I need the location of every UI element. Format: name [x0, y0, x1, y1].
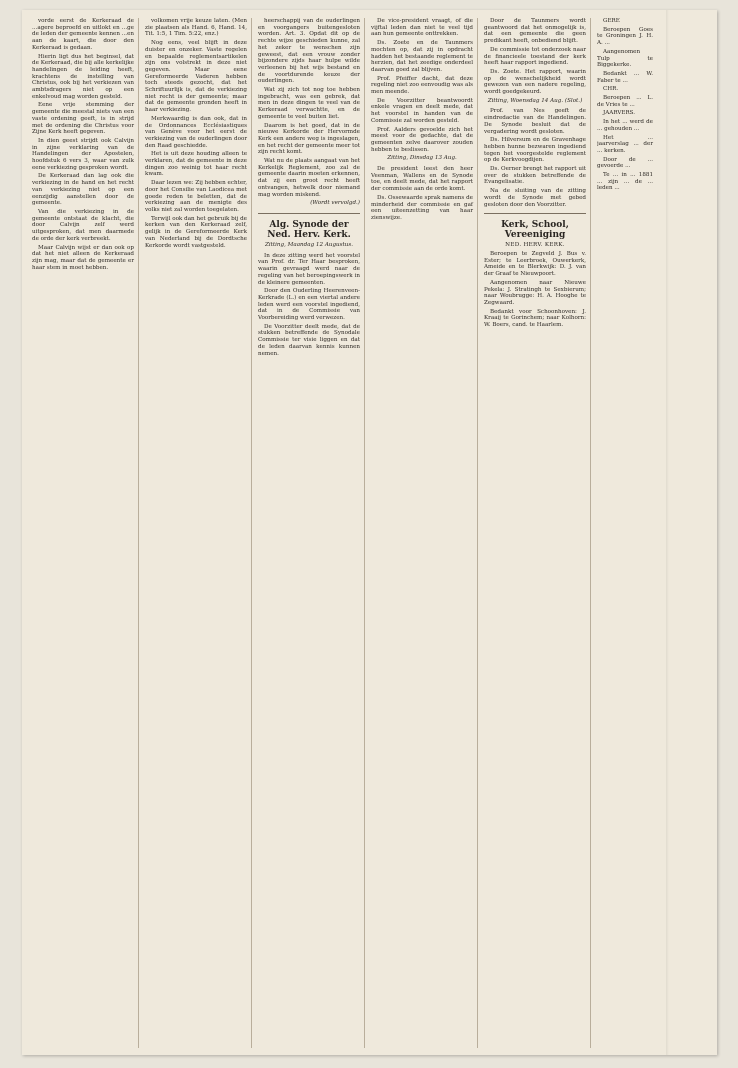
paragraph: Van die verkiezing in de gemeente ontstaat de klacht, die door Calvijn zelf werd uitgesproken, dat men daarmede de orde der kerk verbreekt. — [32, 208, 134, 242]
paragraph: CHR. — [603, 86, 619, 93]
paragraph: In deze zitting werd het voorstel van Prof. dr. Ter Haar besproken, waarin gevraagd werd naar de regeling van het beroepingswerk in de kleinere gemeenten. — [258, 252, 360, 286]
paragraph: Beroepen te Zegveld J. Bus v. Ester; te Leerbroek, Ouwerkerk, Ameide en te Blerkwijk: D. J. van der Graaf te Nieuwpoort. — [484, 250, 586, 278]
paragraph: De Voorzitter deelt mede, dat de stukken betreffende de Synodale Commissie ter visie liggen en dat de leden daarvan kennis kunnen nemen. — [258, 323, 360, 357]
paragraph: Aangenomen Tulp te Biggekerke. — [597, 48, 653, 69]
session-date: Zitting, Dinsdag 13 Aug. — [387, 155, 457, 162]
paragraph: Nog eens, veel blijft in deze duister en onzeker. Vaste regelen en bepaalde reglementsartikelen zijn ons volstrekt in deze niet gegeven. Maar eene Gereformeerde Vaderen hebben toch steeds gezocht, dat het Schriftuurlijk is, dat de verkiezing niet recht is der gemeente; maar dat de gemeente gronden heeft in haar verkiezing. — [145, 40, 247, 114]
paragraph: Door de ... gevoerde ... — [597, 156, 653, 170]
paragraph: Door den Ouderling Heerenveen-Kerkrade (L.) en een viertal andere leden werd een voorstel ingediend, dat in de Commissie van Voorbereiding werd verwezen. — [258, 288, 360, 322]
session-date: Zitting, Woensdag 14 Aug. (Slot.) — [487, 97, 583, 104]
subsection-title: NED. HERV. KERK. — [505, 242, 565, 249]
session-date: Zitting, Maandag 12 Augustus. — [264, 241, 354, 248]
paragraph: Ds. Hilversum en de Gravenhage hebben hunne bezwaren ingediend tegen het voorgestelde reglement op de Kerkvoogdijen. — [484, 137, 586, 164]
column-4 — [371, 18, 478, 1048]
paragraph: Maar Calvijn wijst er dan ook op dat het niet alleen de Kerkeraad zijn mag, maar dat de gemeente er haar stem in moet hebben. — [32, 244, 134, 271]
paragraph: Prof. Aalders gevoelde zich het meest voor de gedachte, dat de gemeenten zelve daarover zouden hebben te beslissen. — [371, 126, 473, 153]
paragraph: Bedankt ... W. Faber te ... — [597, 70, 653, 84]
paragraph: Het is uit deze houding alleen te verklaren, dat de gemeente in deze dingen zoo weinig tot haar recht kwam. — [145, 151, 247, 178]
paragraph: In dien geest strijdt ook Calvijn in zijne verklaring van de Handelingen der Apostelen, hoofdstuk 6 vers 3, waar van zulk eene verkiezing gesproken wordt. — [32, 137, 134, 171]
paragraph: Terwijl ook dan het gebruik bij de kerken van den Kerkeraad zelf, gelijk in de Gereformeerde Kerk van Nederland bij de Dordtsche Kerkorde wordt vastgesteld. — [145, 215, 247, 249]
column-1 — [32, 18, 139, 1048]
paragraph: Beroepen ... L. de Vries te ... — [597, 95, 653, 108]
paragraph: Het ... jaarverslag ... der ... kerken. — [597, 134, 653, 154]
column-5 — [484, 18, 591, 1048]
continuation-note: (Wordt vervolgd.) — [310, 200, 360, 207]
paragraph: Na de sluiting van de zitting wordt de Synode met gebed gesloten door den Voorzitter. — [484, 188, 586, 208]
paragraph: Beroepen Goes te Groningen J. H. A. ... — [597, 26, 653, 47]
paragraph: Prof. van Nes geeft de eindredactie van de Handelingen. De Synode besluit dat de vergadering wordt gesloten. — [484, 108, 586, 135]
paragraph: Wat zij zich tot nog toe hebben ingebracht, was een gebrek, dat men in deze dingen te veel van de Kerkeraad verwachtte, en de gemeente te veel buiten liet. — [258, 87, 360, 120]
column-3 — [258, 18, 365, 1048]
paragraph: heerschappij van de ouderlingen en voorgangers buitengesloten worden. Art. 3. Opdat dit op de rechte wijze geschieden kunne, zal het zeker te wenschen zijn geweest, dat een vrouw zonder bijzondere zijds haar hulpe wilde verleenen bij het wijs bestand en de voortdurende keuze der ouderlingen. — [258, 18, 360, 85]
paragraph: vorde eerst de Kerkeraad de ...agere beproefd en uitlokt en ...ge de leden der gemeente kennen ...en aan de kaart, die door den Kerkeraad is gedaan. — [32, 18, 134, 51]
paragraph: Hierin ligt dus het beginsel, dat de Kerkeraad, die bij alle kerkelijke handelingen de leiding heeft, krachtens de instelling van Christus, ook bij het verkiezen van ambtsdragers niet op een enkelvoud mag worden gesteld. — [32, 53, 134, 100]
paragraph: volkomen vrije keuze laten. (Men zie plaatsen als Hand. 6, Hand. 14, Tit. 1:5, 1 Tim. 5:22, enz.) — [145, 18, 247, 38]
paragraph: Ds. Zoete en de Taunmers mochten op, dat zij in opdracht hadden het bestaande reglement te herzien, dat het zeedige onderdeel daarvan goed zal blijven. — [371, 40, 473, 73]
paragraph: JAARVERS. — [603, 110, 636, 117]
paragraph: Ds. Zoete. Het rapport, waarin op de wenschelijkheid wordt gewezen van een nadere regeling, wordt goedgekeurd. — [484, 68, 586, 96]
section-heading-kerk-school: Kerk, School, Vereeniging — [501, 220, 569, 241]
paragraph: De vice-president vraagt, of die vijftal leden dan niet te veel tijd aan hun gemeente onttrekken. — [371, 18, 473, 38]
section-divider — [258, 213, 360, 214]
paragraph: Te ... in ... 1881 ... zijn ... de ... leden ... — [597, 172, 653, 192]
paragraph: De Voorzitter beantwoordt enkele vragen en deelt mede, dat het voorstel in handen van de Commissie zal worden gesteld. — [371, 97, 473, 124]
paragraph: Daarom is het goed, dat in de nieuwe Kerkorde der Hervormde Kerk een andere weg is ingeslagen, en het recht der gemeente meer tot zijn recht komt. — [258, 122, 360, 156]
column-6-cropped — [597, 18, 657, 1048]
paragraph: Ds. Ossewaarde sprak namens de minderheid der commissie en gaf een uiteenzetting van haar zienswijze. — [371, 194, 473, 221]
text-columns — [32, 18, 707, 1048]
paragraph: Merkwaardig is dan ook, dat in de Ordonnances Ecclésiastiques van Genève voor het eerst de verkiezing van de ouderlingen door den Raad geschiedde. — [145, 115, 247, 149]
paragraph: Wat nu de plaats aangaat van het Kerkelijk Reglement, zoo zal de gemeente daarin moeten erkennen, dat zij een groot recht heeft ontvangen, hetwelk door niemand mag worden miskend. — [258, 158, 360, 198]
paragraph: Daar lezen we: Zij hebben echter, door het Consilie van Laodicea met goede reden te beletten, dat de verkiezing aan de menigte des volks niet zal worden toegelaten. — [145, 180, 247, 213]
paragraph: Eene vrije stemming der gemeente die meestal niets van een vaste ordening geeft, is in strijd met de ordening die Christus voor Zijne Kerk heeft gegeven. — [32, 102, 134, 136]
paragraph: Aangenomen naar Nieuwe Pekela: J. Stratingh te Sexbierum; naar Woubrugge: H. A. Hooghe te Zegwaard. — [484, 279, 586, 306]
paragraph: De president leest den heer Veenman, Wallens en de Synode toe, en deelt mede, dat het rapport der commissie aan de orde komt. — [371, 166, 473, 193]
paragraph: Door de Taunmers wordt geantwoord dat het onmogelijk is, dat een gemeente die geen predikant heeft, onbediend blijft. — [484, 18, 586, 45]
paragraph: De commissie tot onderzoek naar de financieele toestand der kerk heeft haar rapport ingediend. — [484, 46, 586, 67]
paragraph: In het ... werd de ... gehouden ... — [597, 119, 653, 132]
paragraph: De Kerkeraad dan lag ook die verkiezing in de hand en het recht van verkiezing niet op een eenzijdig aanstellen door de gemeente. — [32, 173, 134, 207]
paragraph: Bedankt voor Schoonhoven: J. Kraaij te Gorinchem; naar Kolhorn: W. Boers, cand. te Haarlem. — [484, 308, 586, 329]
section-heading-synode: Alg. Synode der Ned. Herv. Kerk. — [267, 219, 351, 240]
paragraph: Prof. Pfeiffer dacht, dat deze regeling niet zoo eenvoudig was als men meende. — [371, 75, 473, 96]
paragraph: Ds. Oerner brengt het rapport uit over de stukken betreffende de Evangelisatie. — [484, 166, 586, 186]
column-2 — [145, 18, 252, 1048]
paragraph: GERE — [603, 18, 620, 24]
section-divider — [484, 213, 586, 214]
newspaper-page — [22, 10, 717, 1055]
